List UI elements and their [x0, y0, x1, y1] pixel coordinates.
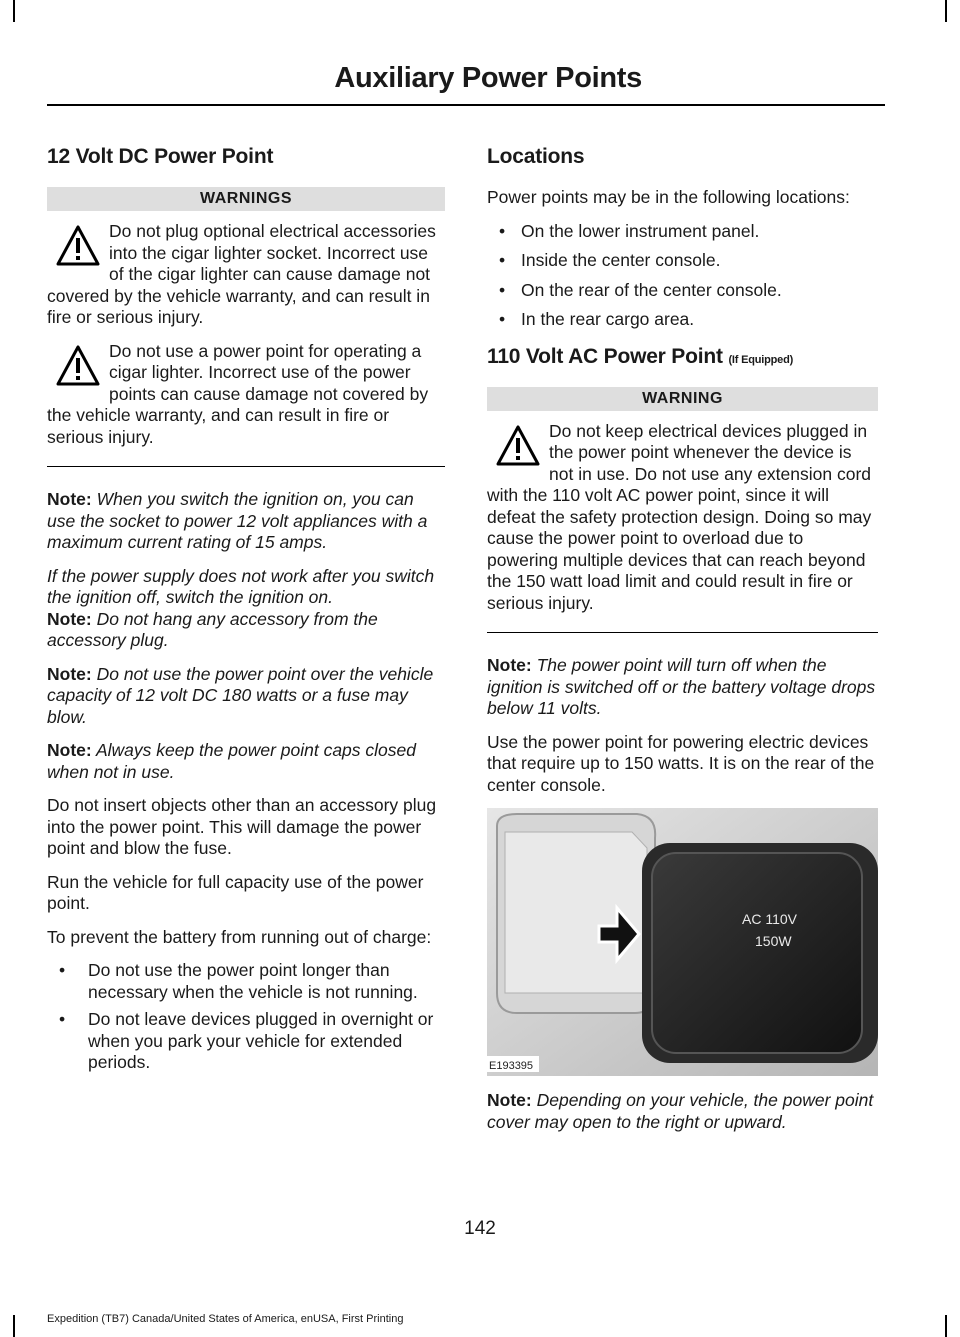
- note-text: Depending on your vehicle, the power point cover may open to the right or upward.: [487, 1090, 874, 1132]
- warning-triangle-icon: [55, 223, 101, 269]
- page-header-title: Auxiliary Power Points: [334, 62, 642, 94]
- power-point-illustration: [487, 808, 878, 1076]
- note-paragraph: [487, 655, 878, 720]
- crop-mark: [13, 1315, 15, 1337]
- note-continuation: If the power supply does not work after you switch the ignition off, switch the ignition on.: [47, 565, 435, 607]
- body-paragraph: Power points may be in the following locations:: [487, 187, 850, 207]
- warning-rule: [487, 632, 878, 633]
- note-label: Note:: [487, 655, 532, 675]
- crop-mark: [945, 1315, 947, 1337]
- figure-label: AC 110V: [742, 911, 797, 927]
- page-number: 142: [464, 1218, 496, 1239]
- note-paragraph: [47, 664, 445, 729]
- note-paragraph: [47, 740, 445, 783]
- note-label: Note:: [47, 740, 92, 760]
- left-column: [47, 145, 445, 1084]
- page-footer: Expedition (TB7) Canada/United States of America, enUSA, First Printing: [47, 1313, 404, 1325]
- section-heading-110v: [487, 345, 878, 369]
- figure-label: 150W: [755, 933, 792, 949]
- note-label: Note:: [47, 608, 92, 629]
- warning-item: [47, 341, 445, 449]
- header-rule: [47, 104, 885, 106]
- warning-block: [487, 421, 878, 615]
- list-item: • In the rear cargo area.: [487, 309, 878, 331]
- note-text: Do not use the power point over the vehicle capacity of 12 volt DC 180 watts or a fuse may blow.: [47, 663, 434, 727]
- note-paragraph: [47, 489, 445, 554]
- crop-mark: [13, 0, 15, 22]
- list-item: • Inside the center console.: [487, 250, 878, 272]
- note-text: Do not hang any accessory from the accessory plug.: [47, 608, 378, 650]
- note-text: Always keep the power point caps closed when not in use.: [47, 740, 416, 782]
- note-text: The power point will turn off when the ignition is switched off or the battery voltage drops below 11 volts.: [487, 655, 876, 718]
- section-heading-locations: Locations: [487, 145, 585, 168]
- figure-id: E193395: [489, 1060, 534, 1072]
- note-label: Note:: [487, 1090, 532, 1110]
- warning-text: Do not keep electrical devices plugged in the power point whenever the device is not in use. Do not use any extension cord with the 110 volt AC power point, since it will defeat the safety protection design. Doing so may cause the power point to overload due to powering multiple devices that can reach beyond the 150 watt load limit and could result in fire or serious injury.: [487, 420, 872, 613]
- warning-title: WARNING: [487, 387, 878, 411]
- note-paragraph: [47, 609, 445, 652]
- list-item: • Do not use the power point longer than necessary when the vehicle is not running.: [47, 960, 445, 1003]
- power-point-figure: [487, 808, 878, 1076]
- note-label: Note:: [47, 663, 92, 684]
- warning-text: Do not plug optional electrical accessories into the cigar lighter socket. Incorrect use of the cigar lighter can cause damage not covered by the vehicle warranty, and can result in fire or serious injury.: [47, 221, 436, 327]
- heading-text: 110 Volt AC Power Point: [487, 344, 723, 368]
- list-item: • Do not leave devices plugged in overnight or when you park your vehicle for extended periods.: [47, 1009, 445, 1074]
- heading-suffix: (If Equipped): [728, 353, 794, 366]
- section-heading-12v: 12 Volt DC Power Point: [47, 145, 274, 168]
- warning-rule: [47, 466, 445, 467]
- right-column: [487, 145, 878, 1145]
- list-item: • On the rear of the center console.: [487, 280, 878, 302]
- body-paragraph: Use the power point for powering electric devices that require up to 150 watts. It is on the rear of the center console.: [487, 731, 875, 795]
- warning-triangle-icon: [495, 423, 541, 469]
- list-item: • On the lower instrument panel.: [487, 221, 878, 243]
- body-paragraph: Do not insert objects other than an accessory plug into the power point. This will damage the power point and blow the fuse.: [47, 795, 437, 858]
- crop-mark: [945, 0, 947, 22]
- body-paragraph: To prevent the battery from running out of charge:: [47, 926, 432, 947]
- warning-item: [487, 421, 878, 615]
- body-paragraph: Run the vehicle for full capacity use of the power point.: [47, 871, 424, 913]
- note-text: When you switch the ignition on, you can use the socket to power 12 volt appliances with a maximum current rating of 15 amps.: [47, 489, 428, 552]
- note-label: Note:: [47, 489, 92, 509]
- warnings-block: [47, 221, 445, 448]
- note-paragraph: [487, 1090, 878, 1133]
- warning-text: Do not use a power point for operating a cigar lighter. Incorrect use of the power points can cause damage not covered by the vehicle warranty, and can result in fire or serious injury.: [47, 340, 429, 447]
- warning-item: [47, 221, 445, 329]
- locations-list: [487, 221, 878, 331]
- warning-triangle-icon: [55, 343, 101, 389]
- bullet-list: [47, 960, 445, 1074]
- warnings-title: WARNINGS: [47, 187, 445, 211]
